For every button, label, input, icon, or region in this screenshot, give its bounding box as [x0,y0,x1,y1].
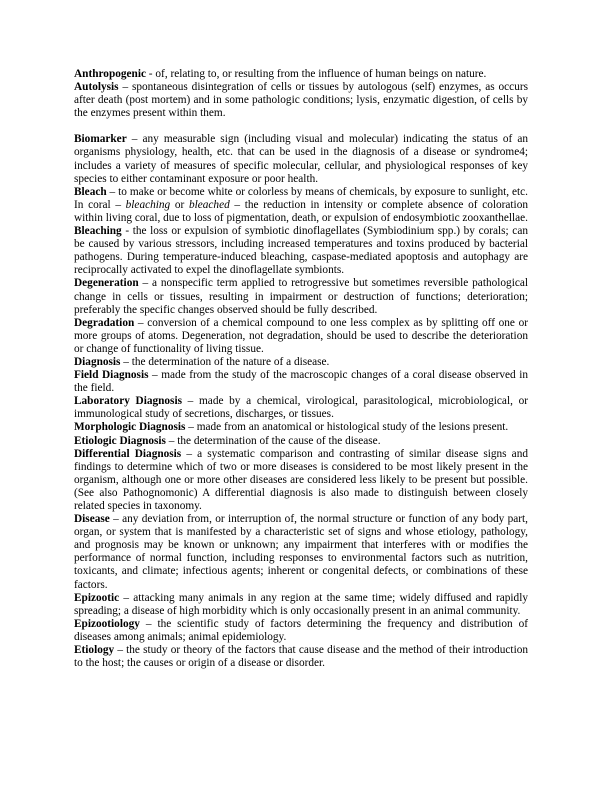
definition: attacking many animals in any region at the same time; widely diffused and rapidly spreading; a disease of high morbidity which is only occasionally present in an animal community. [74,591,528,617]
entry-autolysis [74,81,528,120]
entry-bleaching [74,225,528,277]
term: Epizootic [74,591,120,604]
italic-term: bleached [188,198,230,211]
definition: made by a chemical, virological, parasitological, microbiological, or immunological study of secretions, discharges, or tissues. [74,395,528,421]
entry-anthropogenic [74,68,528,81]
separator: – [182,395,200,408]
definition: made from the study of the macroscopic changes of a coral disease observed in the field. [74,369,528,395]
entry-epizootiology [74,618,528,644]
definition: the loss or expulsion of symbiotic dinoflagellates (Symbiodinium spp.) by corals; can be caused by various stressors, including increased temperatures and toxins produced by bacterial pathogens. During temperature-induced bleaching, caspase-mediated apoptosis and autophagy are reciprocally activated to expel the dinoflagellate symbionts. [74,225,528,277]
entry-morphologic-diagnosis [74,421,528,434]
definition: the scientific study of factors determining the frequency and distribution of diseases among animals; animal epidemiology. [74,617,529,643]
entry-diagnosis [74,356,528,369]
term: Morphologic Diagnosis [74,421,186,434]
term: Disease [74,513,110,526]
entry-etiology [74,644,528,670]
definition: the study or theory of the factors that cause disease and the method of their introduction to the host; the causes or origin of a disease or disorder. [74,644,529,670]
definition: made from an anatomical or histological study of the lesions present. [196,421,509,434]
definition: the determination of the cause of the disease. [177,434,381,447]
separator: – [106,185,119,198]
entry-disease [74,513,528,592]
term: Anthropogenic [74,68,146,80]
separator: – [134,316,148,329]
term: Degeneration [74,277,139,290]
entry-differential-diagnosis [74,448,528,513]
italic-term: bleaching [125,198,171,211]
separator: – [118,81,132,94]
separator: – [148,369,162,382]
term: Biomarker [74,133,127,146]
entry-etiologic-diagnosis [74,435,528,448]
separator: - [145,68,156,80]
entry-field-diagnosis [74,369,528,395]
term: Field Diagnosis [74,369,149,382]
entry-degradation [74,317,528,356]
separator: – [126,133,143,146]
separator: – [165,434,178,447]
definition: of, relating to, or resulting from the influence of human beings on nature. [155,68,487,80]
separator: – [139,617,158,630]
separator: - [121,225,133,238]
glossary-page [74,68,528,670]
entry-biomarker [74,133,528,185]
entry-bleach [74,186,528,225]
term: Bleach [74,185,107,198]
definition: conversion of a chemical compound to one less complex as by splitting off one or more groups of atoms. Degeneration, not degradation, should be used to describe the deterioration or change of functionality of living tissue. [74,316,528,355]
entry-laboratory-diagnosis [74,395,528,421]
definition: any measurable sign (including visual and molecular) indicating the status of an organisms physiology, health, etc. that can be used in the diagnosis of a disease or syndrome4; includes a variety of measures of specific molecular, cellular, and physiological responses of key species to either contaminant exposure or poor health. [74,133,529,185]
term: Etiology [74,644,115,657]
definition-part: – the reduction in intensity or complete absence of coloration within living coral, due to loss of pigmentation, death, or expulsion of endosymbiotic zooxanthellae. [74,198,528,224]
definition: spontaneous disintegration of cells or tissues by autologous (self) enzymes, as occurs after death (post mortem) and in some pathologic conditions; lysis, enzymatic digestion, of cells by the enzymes present within them. [74,81,529,120]
term: Autolysis [74,81,119,94]
separator: – [185,421,197,434]
separator: – [114,644,127,657]
term: Differential Diagnosis [74,447,182,460]
definition: the determination of the nature of a disease. [131,355,330,368]
definition: a nonspecific term applied to retrogressive but sometimes reversible pathological change in cells or tissues, resulting in impairment or destruction of functions; deterioration; preferably the specific changes observed should be fully described. [74,277,528,316]
term: Bleaching [74,225,122,238]
term: Degradation [74,316,135,329]
term: Etiologic Diagnosis [74,434,166,447]
separator: – [181,447,198,460]
definition-part: to make or become white or colorless by means of chemicals, by exposure to sunlight, etc. In coral – [74,185,528,211]
definition: a systematic comparison and contrasting of similar disease signs and findings to determine which of two or more diseases is considered to be most likely present in the organism, although one or more other diseases are considered less likely to be present but possible. (See also Pathognomonic) A differential diagnosis is also made to distinguish between closely related species in taxonomy. [74,447,528,512]
term: Laboratory Diagnosis [74,395,182,408]
entry-degeneration [74,277,528,316]
term: Epizootiology [74,617,140,630]
term: Diagnosis [74,355,121,368]
separator: – [120,355,132,368]
separator: – [119,591,134,604]
separator: – [109,513,123,526]
entry-epizootic [74,592,528,618]
separator: – [138,277,152,290]
definition-part: or [170,198,189,211]
definition: any deviation from, or interruption of, the normal structure or function of any body part, organ, or system that is manifested by a characteristic set of signs and whose etiology, pathology, and prognosis may be known or unknown; any impairment that interferes with or modifies the performance of normal function, including responses to environmental factors such as nutrition, toxicants, and climate; infectious agents; inherent or congenital defects, or combinations of these factors. [74,513,529,591]
